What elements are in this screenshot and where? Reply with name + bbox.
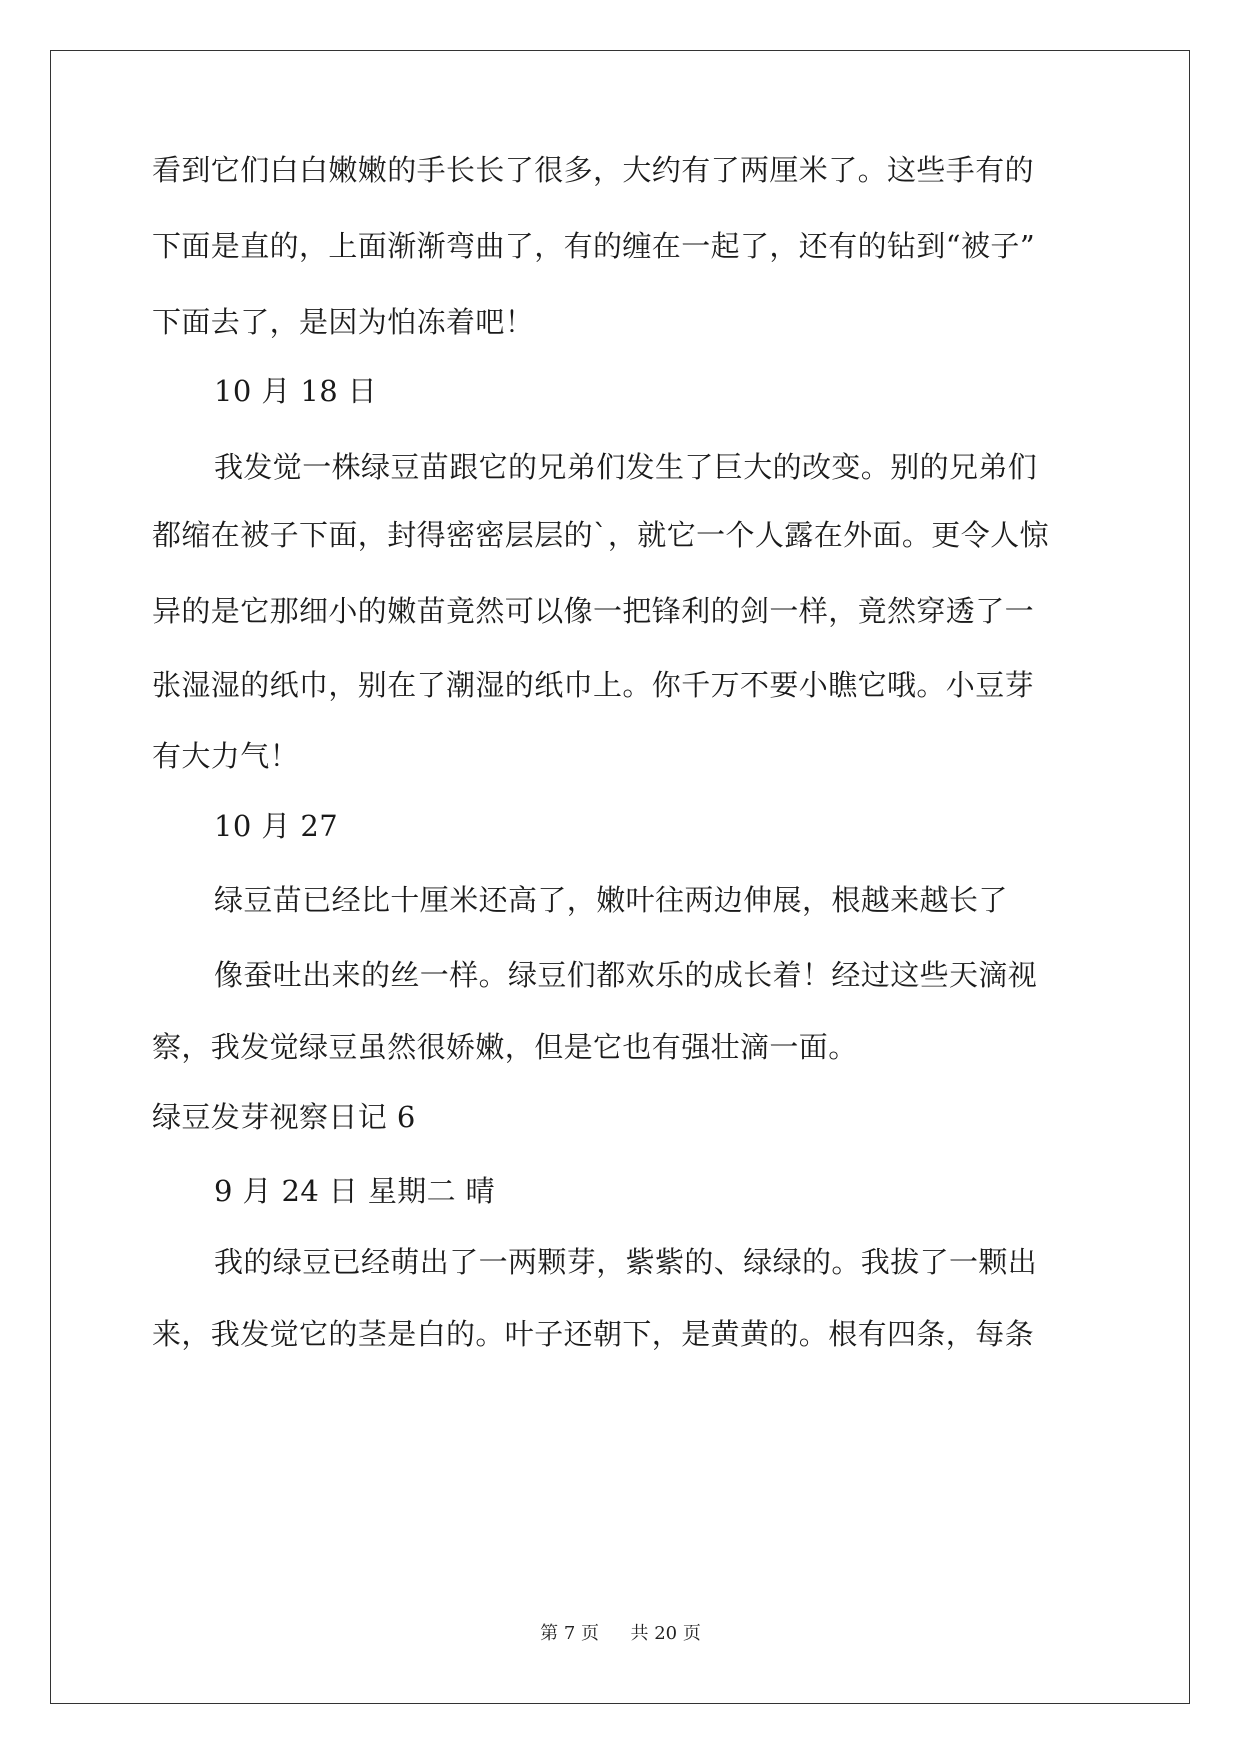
body-line: 我发觉一株绿豆苗跟它的兄弟们发生了巨大的改变。别的兄弟们	[214, 450, 1038, 484]
date-heading: 10 月 27	[214, 809, 339, 843]
body-line: 下面去了，是因为怕冻着吧！	[152, 305, 535, 339]
body-line: 察，我发觉绿豆虽然很娇嫩，但是它也有强壮滴一面。	[152, 1030, 858, 1064]
section-title: 绿豆发芽视察日记 6	[152, 1100, 416, 1134]
body-line: 异的是它那细小的嫩苗竟然可以像一把锋利的剑一样，竟然穿透了一	[152, 594, 1035, 628]
page-number: 第 7 页	[540, 1623, 600, 1644]
body-line: 我的绿豆已经萌出了一两颗芽，紫紫的、绿绿的。我拔了一颗出	[214, 1245, 1038, 1279]
page-border	[50, 50, 1190, 1704]
body-line: 都缩在被子下面，封得密密层层的`，就它一个人露在外面。更令人惊	[152, 518, 1049, 552]
body-line: 看到它们白白嫩嫩的手长长了很多，大约有了两厘米了。这些手有的	[152, 153, 1035, 187]
page-footer	[0, 1622, 1241, 1646]
date-heading: 10 月 18 日	[214, 374, 378, 408]
body-line: 绿豆苗已经比十厘米还高了，嫩叶往两边伸展，根越来越长了	[214, 883, 1008, 917]
date-heading: 9 月 24 日 星期二 晴	[214, 1174, 496, 1208]
page-total: 共 20 页	[630, 1623, 701, 1644]
body-line: 来，我发觉它的茎是白的。叶子还朝下，是黄黄的。根有四条，每条	[152, 1317, 1035, 1351]
body-line: 下面是直的，上面渐渐弯曲了，有的缠在一起了，还有的钻到“被子”	[152, 229, 1036, 263]
body-line: 有大力气！	[152, 739, 300, 773]
body-line: 像蚕吐出来的丝一样。绿豆们都欢乐的成长着！经过这些天滴视	[214, 958, 1038, 992]
body-line: 张湿湿的纸巾，别在了潮湿的纸巾上。你千万不要小瞧它哦。小豆芽	[152, 668, 1035, 702]
